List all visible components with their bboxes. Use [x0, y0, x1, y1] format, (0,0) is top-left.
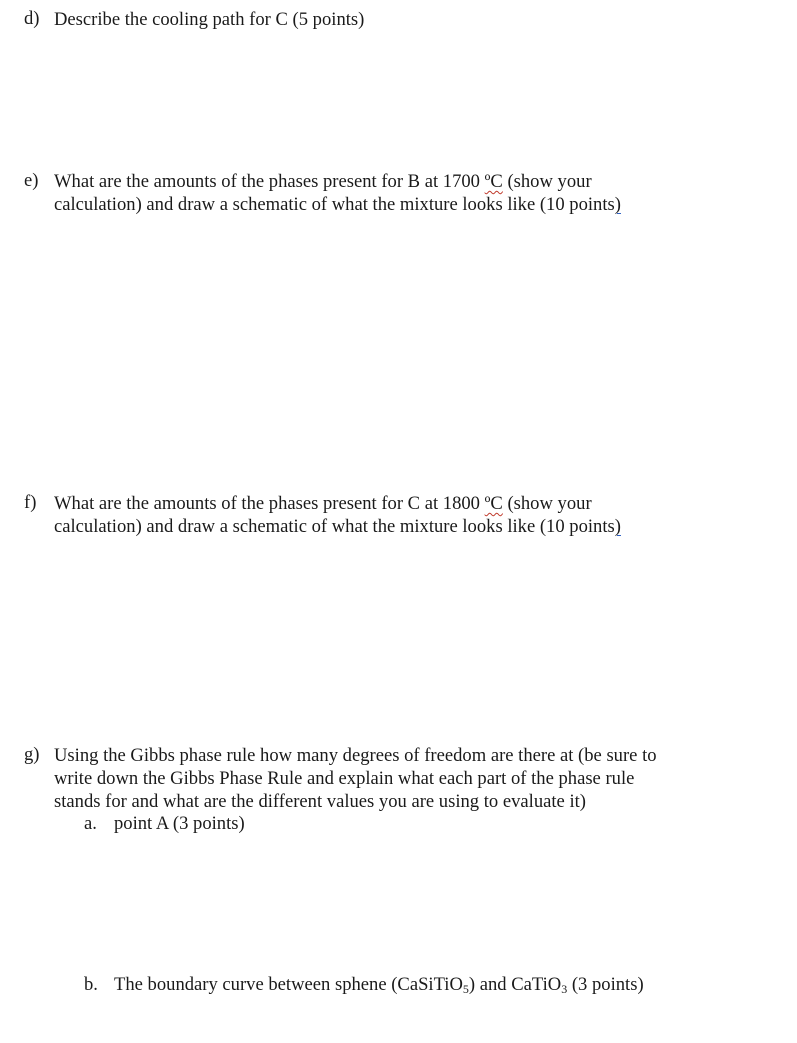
sub-b-text-pre: The boundary curve between sphene (CaSiTiO	[114, 974, 463, 995]
question-e-line-1-post: (show your	[502, 171, 592, 192]
sub-a-text: point A (3 points)	[114, 813, 245, 834]
sub-b-text	[114, 974, 644, 996]
question-e-line-1	[54, 170, 592, 193]
question-e-line-2-close: )	[614, 194, 621, 215]
question-f-line-1-pre: What are the amounts of the phases present for C at 1800	[54, 493, 485, 514]
question-d-letter: d)	[24, 8, 40, 29]
question-g-line-2: write down the Gibbs Phase Rule and explain what each part of the phase rule	[54, 768, 635, 789]
sub-b-text-post: (3 points)	[567, 974, 644, 995]
temperature-unit: ºC	[484, 493, 503, 514]
question-e-line-2	[54, 193, 621, 216]
question-f-line-1	[54, 492, 592, 515]
question-e-line-2-pre: calculation) and draw a schematic of what the mixture looks like (10 points	[54, 194, 615, 215]
sub-b-subscript-2: 3	[561, 982, 568, 996]
question-f-line-2-pre: calculation) and draw a schematic of what the mixture looks like (10 points	[54, 516, 615, 537]
question-d-text: Describe the cooling path for C (5 points)	[54, 9, 365, 30]
question-e-line-1-pre: What are the amounts of the phases present for B at 1700	[54, 171, 485, 192]
question-g-line-1: Using the Gibbs phase rule how many degrees of freedom are there at (be sure to	[54, 745, 657, 766]
temperature-unit: ºC	[484, 171, 503, 192]
question-e-letter: e)	[24, 170, 39, 191]
question-f-line-2	[54, 515, 621, 538]
sub-a-letter: a.	[84, 813, 97, 834]
sub-b-subscript-1: 5	[462, 982, 469, 996]
sub-b-letter: b.	[84, 974, 98, 995]
question-f-line-1-post: (show your	[502, 493, 592, 514]
question-g-letter: g)	[24, 744, 40, 765]
question-f-line-2-close: )	[614, 516, 621, 537]
question-f-letter: f)	[24, 492, 37, 513]
question-g-line-3: stands for and what are the different values you are using to evaluate it)	[54, 791, 586, 812]
sub-b-text-mid: ) and CaTiO	[468, 974, 562, 995]
